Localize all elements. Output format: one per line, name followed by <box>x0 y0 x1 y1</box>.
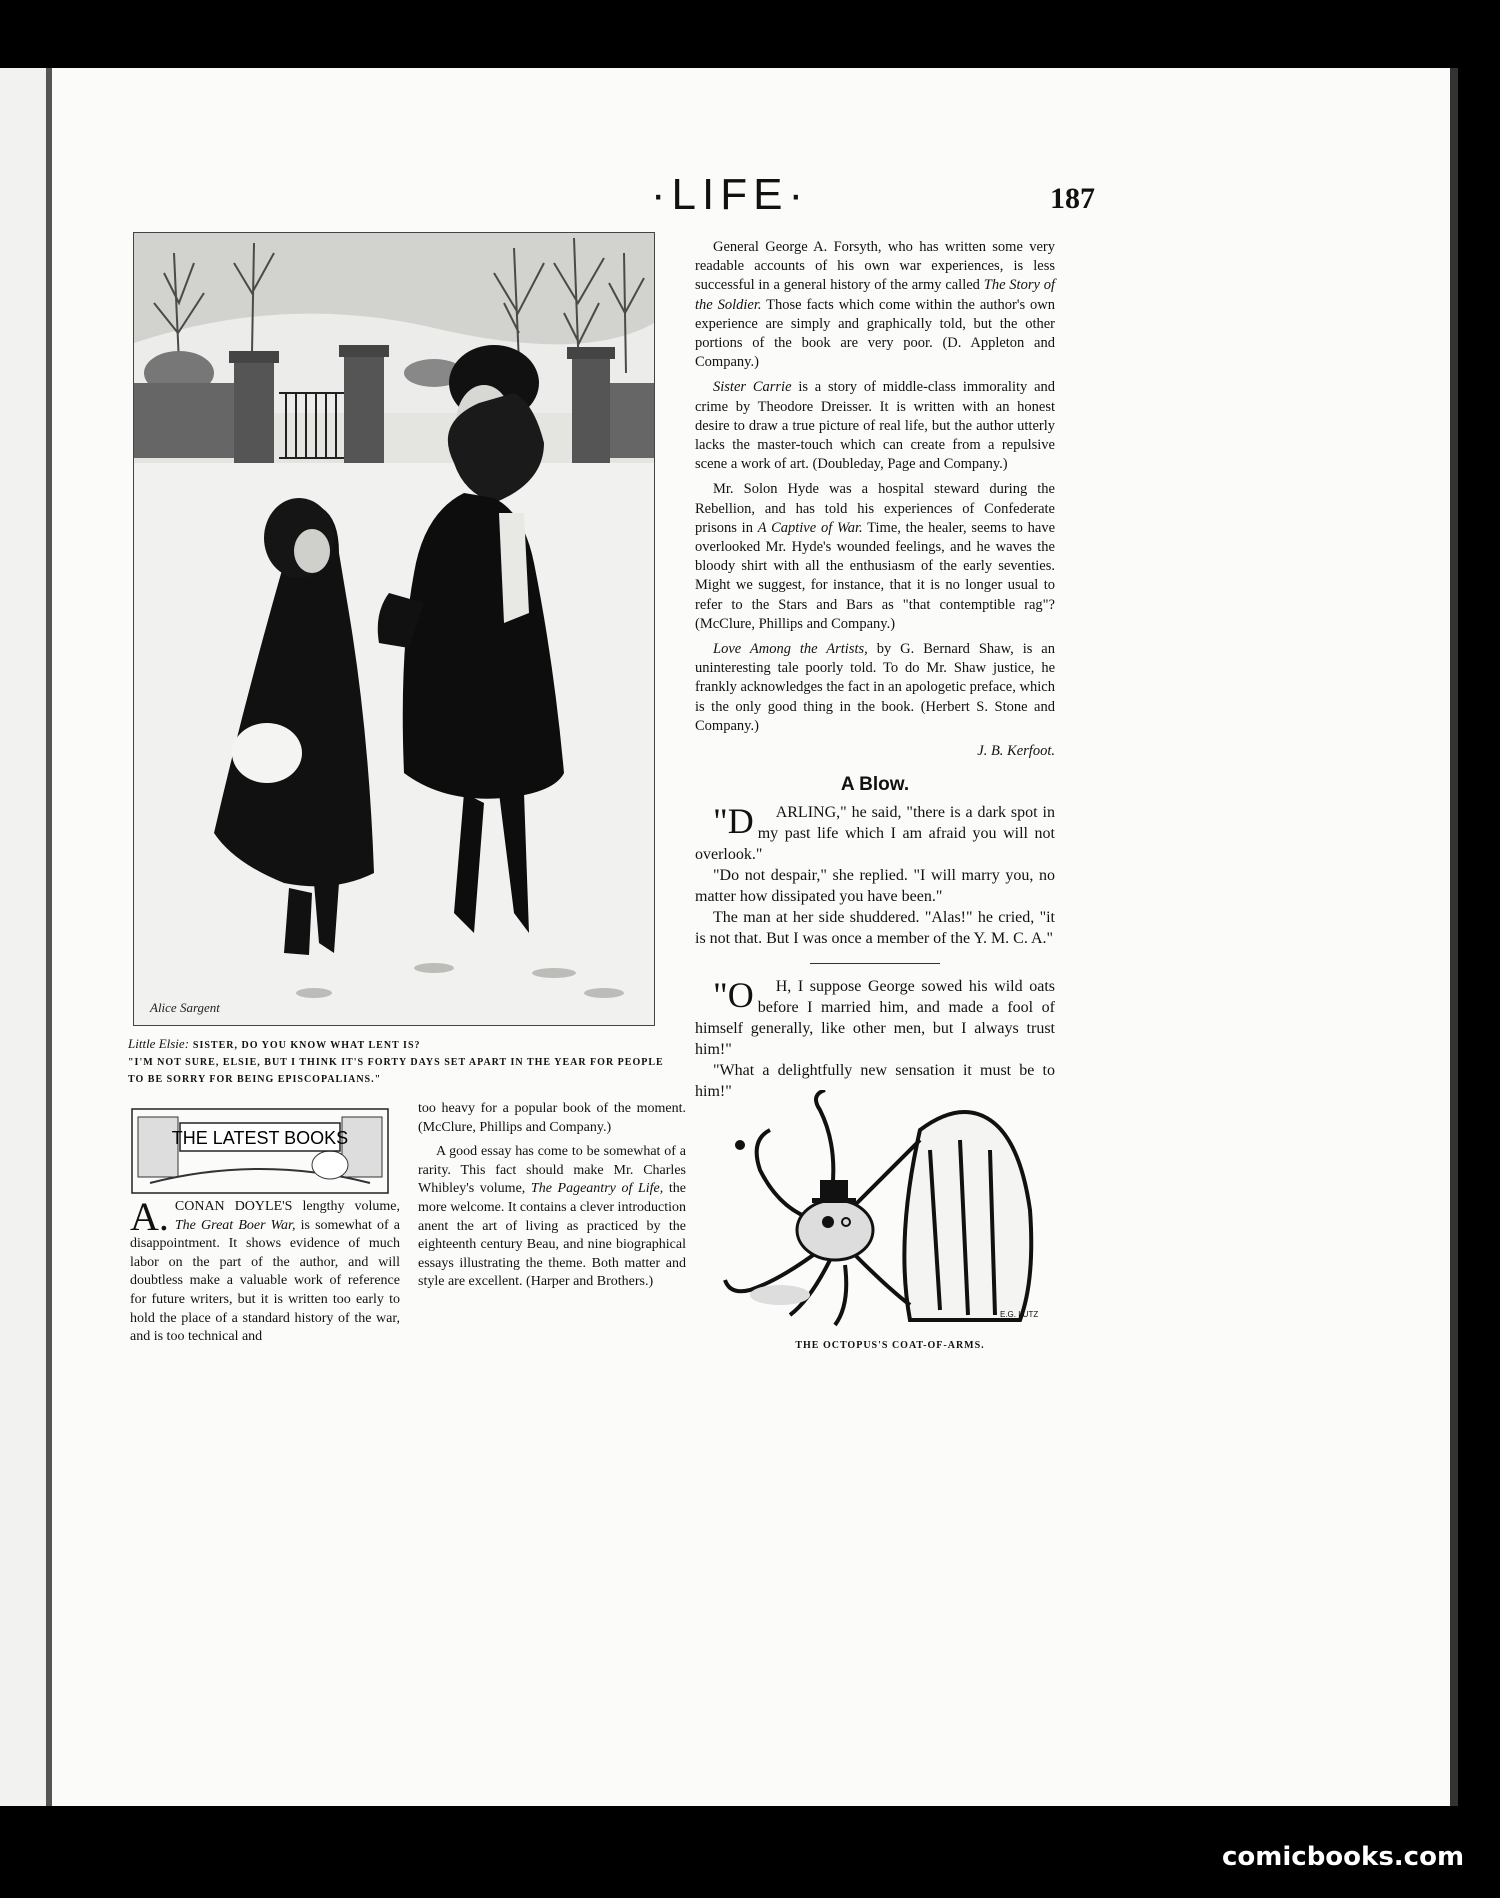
section-heading-a-blow: A Blow. <box>840 774 910 796</box>
review-byline: J. B. Kerfoot. <box>977 743 1055 760</box>
book-title: Sister Carrie <box>713 379 792 396</box>
review-forsyth: General George A. Forsyth, who has written some very readable accounts of his own war experiences, is less successful in a general history of the army called The Story of the Soldier. Those facts which come within the author's own experience are simply and graphically told, but the other portions of the book are very poor. (D. Appleton and Company.) <box>695 239 1056 371</box>
story-paragraph: "What a delightfully new sensation it must be to him!" <box>695 1062 1055 1101</box>
book-title: Love Among the Artists, <box>713 641 868 658</box>
caption-line-2: "I'M NOT SURE, ELSIE, BUT I THINK IT'S FORTY DAYS SET APART IN THE YEAR FOR PEOPLE TO BE SORRY FOR BEING EPISCOPALIANS." <box>128 1057 664 1085</box>
a-blow-story <box>695 802 1055 949</box>
latest-books-title: THE LATEST BOOKS <box>171 1128 349 1148</box>
two-girls-snow-image <box>134 233 654 1025</box>
story-paragraph: H, I suppose George sowed his wild oats before I married him, and made a fool of himself generally, like other men, but I always trust him!" <box>695 978 1055 1059</box>
drop-cap: "D <box>713 801 754 842</box>
drop-cap: "O <box>713 975 754 1016</box>
right-column <box>695 238 1055 1102</box>
story-paragraph: The man at her side shuddered. "Alas!" he cried, "it is not that. But I was once a member of the Y. M. C. A." <box>695 909 1055 948</box>
octopus-caption: THE OCTOPUS'S COAT-OF-ARMS. <box>795 1340 985 1351</box>
review-continuation: too heavy for a popular book of the moment. (McClure, Phillips and Company.) <box>418 1101 686 1135</box>
caption-line-1: SISTER, DO YOU KNOW WHAT LENT IS? <box>192 1040 421 1051</box>
review-sister-carrie: Sister Carrie is a story of middle-class immorality and crime by Theodore Dreisser. It is written with an honest desire to draw a true picture of real life, but the author utterly lacks the master-touch which can create from a repulsive scene a work of art. (Doubleday, Page and Company.) <box>695 379 1056 473</box>
artist-signature: Alice Sargent <box>150 1000 220 1015</box>
cartoonist-signature: E.G. LUTZ <box>1000 1310 1039 1319</box>
review-pageantry-of-life: A good essay has come to be somewhat of a rarity. This fact should make Mr. Charles Whibley's volume, The Pageantry of Life, the more welcome. It contains a clever introduction anent the art of living as practiced by the eighteenth century Beau, and nine biographical essays illustrating the theme. Both matter and style are excellent. (Harper and Brothers.) <box>418 1144 687 1290</box>
masthead: ·LIFE· <box>650 170 810 219</box>
review-great-boer-war: A. CONAN DOYLE'S lengthy volume, The Great Boer War, is somewhat of a disappointment. It shows evidence of much labor on the part of the author, and will doubtless make a valuable work of reference for future writers, but it is written too early to hold the place of a standard history of the war, and is too technical and <box>130 1194 400 1345</box>
book-title: The Pageantry of Life, <box>530 1181 664 1197</box>
review-love-among-artists: Love Among the Artists, by G. Bernard Shaw, is an uninteresting tale poorly told. To do Mr. Shaw justice, he frankly acknowledges the fact in an apologetic preface, which is the only good thing in the book. (Herbert S. Stone and Company.) <box>695 641 1055 734</box>
page-right-edge <box>1450 68 1458 1806</box>
story-paragraph: ARLING," he said, "there is a dark spot in my past life which I am afraid you will not overlook." <box>695 804 1055 864</box>
drop-cap: A. <box>130 1194 169 1239</box>
george-anecdote <box>695 976 1055 1102</box>
middle-column <box>418 1100 686 1298</box>
previous-page-edge <box>0 68 46 1806</box>
illustration-caption <box>128 1035 668 1088</box>
page-number: 187 <box>1050 182 1095 215</box>
caption-speaker: Little Elsie: <box>128 1036 190 1051</box>
latest-books-banner <box>130 1105 390 1195</box>
book-title: The Great Boer War, <box>174 1217 296 1233</box>
divider-rule <box>810 963 940 964</box>
book-title: A Captive of War. <box>757 519 863 536</box>
review-captive-of-war: Mr. Solon Hyde was a hospital steward during the Rebellion, and has told his experiences of Confederate prisons in A Captive of War. Time, the healer, seems to have overlooked Mr. Hyde's wounded feelings, and he waves the bloody shirt with all the enthusiasm of the early seventies. Might we suggest, for instance, that it is no longer usual to refer to the Stars and Bars as "that contemptible rag"? (McClure, Phillips and Company.) <box>695 481 1056 632</box>
watermark-text: comicbooks.com <box>1222 1842 1465 1872</box>
story-paragraph: "Do not despair," she replied. "I will marry you, no matter how dissipated you have been." <box>695 867 1055 906</box>
octopus-cartoon <box>720 1090 1050 1328</box>
book-title: The Story of the Soldier. <box>695 277 1056 313</box>
winter-illustration <box>133 232 655 1026</box>
